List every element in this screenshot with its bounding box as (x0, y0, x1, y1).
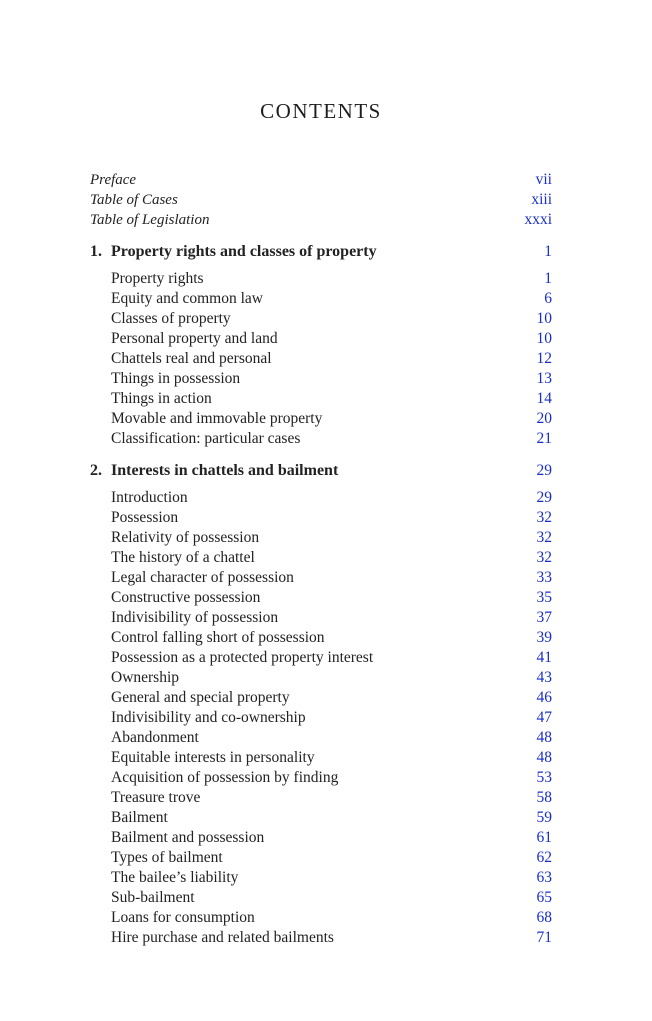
toc-page-link[interactable]: 10 (536, 330, 552, 347)
toc-section-label: Chattels real and personal (111, 350, 272, 367)
toc-page-link[interactable]: 63 (536, 869, 552, 886)
toc-page-link[interactable]: 32 (536, 509, 552, 526)
toc-page-link[interactable]: 68 (536, 909, 552, 926)
toc-page-link[interactable]: 20 (536, 410, 552, 427)
page-title: CONTENTS (260, 99, 382, 123)
toc-section[interactable] (90, 748, 552, 768)
toc-section-label: Sub-bailment (111, 889, 195, 906)
toc-page-link[interactable]: 12 (536, 350, 552, 367)
toc-page-link[interactable]: 1 (544, 270, 552, 287)
toc-section-label: Indivisibility and co-ownership (111, 709, 306, 726)
toc-section-label: Legal character of possession (111, 569, 294, 586)
toc-page-link[interactable]: 61 (536, 829, 552, 846)
toc-section-label: Things in action (111, 390, 212, 407)
toc-section[interactable] (90, 488, 552, 508)
toc-section-label: Control falling short of possession (111, 629, 325, 646)
toc-page-link[interactable]: xxxi (524, 211, 552, 228)
chapter-title: Property rights and classes of property (111, 243, 377, 260)
toc-section[interactable] (90, 389, 552, 409)
toc-section[interactable] (90, 369, 552, 389)
toc-section-label: Loans for consumption (111, 909, 255, 926)
toc-page-link[interactable]: 32 (536, 549, 552, 566)
toc-entry-table-of-legislation[interactable] (90, 210, 552, 230)
toc-section-label: Bailment and possession (111, 829, 265, 846)
toc-page-link[interactable]: 35 (536, 589, 552, 606)
toc-page-link[interactable]: 48 (536, 749, 552, 766)
toc-page-link[interactable]: 53 (536, 769, 552, 786)
toc-section[interactable] (90, 568, 552, 588)
toc-section[interactable] (90, 708, 552, 728)
toc-page-link[interactable]: 48 (536, 729, 552, 746)
toc-page-link[interactable]: 33 (536, 569, 552, 586)
toc-page-link[interactable]: 47 (536, 709, 552, 726)
toc-page-link[interactable]: 29 (536, 462, 552, 479)
toc-section[interactable] (90, 888, 552, 908)
toc-section[interactable] (90, 788, 552, 808)
toc-page-link[interactable]: 6 (544, 290, 552, 307)
chapter-number: 1. (90, 243, 102, 260)
toc-section[interactable] (90, 349, 552, 369)
toc-entry-label: Table of Cases (90, 192, 178, 208)
toc-entry-preface[interactable] (90, 170, 552, 190)
toc-section[interactable] (90, 848, 552, 868)
toc-chapter-1[interactable] (90, 242, 552, 262)
toc-section-label: Constructive possession (111, 589, 261, 606)
toc-section-label: General and special property (111, 689, 290, 706)
toc-section[interactable] (90, 429, 552, 449)
toc-section[interactable] (90, 668, 552, 688)
toc-section[interactable] (90, 329, 552, 349)
chapter-number: 2. (90, 462, 102, 479)
toc-section-label: Possession (111, 509, 179, 526)
toc-page-link[interactable]: 14 (536, 390, 552, 407)
toc-page-link[interactable]: 13 (536, 370, 552, 387)
toc-section[interactable] (90, 688, 552, 708)
toc-entry-label: Preface (90, 172, 137, 188)
toc-page-link[interactable]: 71 (536, 929, 552, 946)
toc-section-label: Introduction (111, 489, 188, 506)
toc-page-link[interactable]: 41 (536, 649, 552, 666)
toc-page-link[interactable]: 62 (536, 849, 552, 866)
toc-section[interactable] (90, 648, 552, 668)
toc-section-label: Acquisition of possession by finding (111, 769, 339, 786)
toc-page-link[interactable]: 43 (536, 669, 552, 686)
toc-section[interactable] (90, 908, 552, 928)
toc-page-link[interactable]: 37 (536, 609, 552, 626)
toc-page-link[interactable]: 21 (536, 430, 552, 447)
toc-page-link[interactable]: 46 (536, 689, 552, 706)
toc-section[interactable] (90, 808, 552, 828)
toc-section[interactable] (90, 588, 552, 608)
toc-section[interactable] (90, 728, 552, 748)
toc-section[interactable] (90, 409, 552, 429)
toc-section-label: Classes of property (111, 310, 231, 327)
toc-page-link[interactable]: 1 (544, 243, 552, 260)
toc-section-label: Indivisibility of possession (111, 609, 279, 626)
toc-page-link[interactable]: xiii (531, 191, 552, 208)
toc-page-link[interactable]: 65 (536, 889, 552, 906)
toc-chapter-2[interactable] (90, 461, 552, 481)
toc-section-label: The history of a chattel (111, 549, 255, 566)
toc-entry-table-of-cases[interactable] (90, 190, 552, 210)
toc-section[interactable] (90, 528, 552, 548)
toc-page-link[interactable]: 39 (536, 629, 552, 646)
toc-section-label: Bailment (111, 809, 168, 826)
toc-section-label: Equity and common law (111, 290, 263, 307)
toc-section-label: Things in possession (111, 370, 241, 387)
toc-section[interactable] (90, 768, 552, 788)
toc-page-link[interactable]: 29 (536, 489, 552, 506)
toc-section-label: Movable and immovable property (111, 410, 323, 427)
toc-section[interactable] (90, 548, 552, 568)
toc-page-link[interactable]: 59 (536, 809, 552, 826)
toc-section-label: Classification: particular cases (111, 430, 301, 447)
toc-page-link[interactable]: 32 (536, 529, 552, 546)
toc-entry-label: Table of Legislation (90, 212, 210, 228)
toc-section-label: Ownership (111, 669, 180, 686)
toc-page-link[interactable]: vii (535, 171, 552, 188)
toc-section[interactable] (90, 868, 552, 888)
toc-section-label: The bailee’s liability (111, 869, 239, 886)
toc-section-label: Abandonment (111, 729, 199, 746)
toc-section[interactable] (90, 828, 552, 848)
chapter-title: Interests in chattels and bailment (111, 462, 339, 479)
toc-section[interactable] (90, 628, 552, 648)
toc-section-label: Types of bailment (111, 849, 223, 866)
toc-section[interactable] (90, 289, 552, 309)
toc-section-label: Equitable interests in personality (111, 749, 315, 766)
toc-section[interactable] (90, 309, 552, 329)
table-of-contents (90, 170, 552, 948)
toc-section-label: Treasure trove (111, 789, 201, 806)
toc-page-link[interactable]: 10 (536, 310, 552, 327)
toc-section[interactable] (90, 269, 552, 289)
toc-section-label: Personal property and land (111, 330, 278, 347)
toc-section[interactable] (90, 608, 552, 628)
toc-section-label: Relativity of possession (111, 529, 260, 546)
toc-section-label: Property rights (111, 270, 204, 287)
toc-page-link[interactable]: 58 (536, 789, 552, 806)
toc-section-label: Possession as a protected property interest (111, 649, 374, 666)
toc-section[interactable] (90, 928, 552, 948)
toc-section-label: Hire purchase and related bailments (111, 929, 334, 946)
toc-section[interactable] (90, 508, 552, 528)
